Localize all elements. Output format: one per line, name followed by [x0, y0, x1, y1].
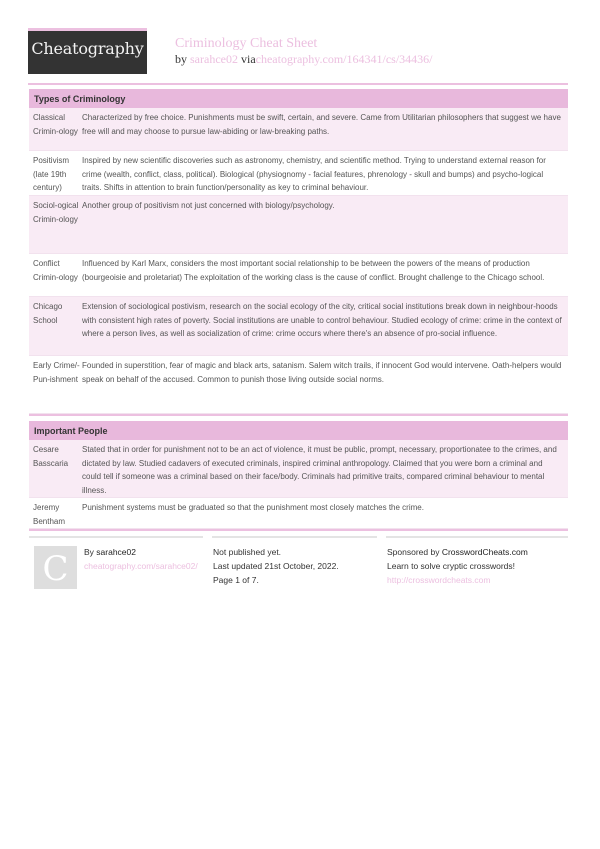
row-description: Inspired by new scientific discoveries such as astronomy, chemistry, and scientific method. Trying to understand external reason for crime (wealth, conflict, class, political). Biological (physiognomy - facial features, phrenology - skull and bumps) and psycho-logical traits. Shifts in attention to brain function/personality as key to criminal behaviour. — [82, 156, 546, 193]
title-block — [175, 36, 433, 67]
footer-author-name[interactable]: sarahce02 — [96, 547, 136, 557]
section-divider — [29, 414, 568, 416]
section-title: Important People — [29, 419, 568, 440]
sponsor-tagline: Learn to solve cryptic crosswords! — [387, 561, 516, 571]
row-term: Cesare Basscaria — [33, 445, 69, 468]
section-divider — [29, 529, 568, 531]
via-label: via — [240, 52, 256, 66]
row-description: Another group of positivism not just concerned with biology/psychology. — [82, 201, 335, 210]
table-row — [29, 254, 568, 297]
by-label: by — [175, 52, 187, 66]
author-profile-link[interactable]: cheatography.com/sarahce02/ — [84, 561, 198, 571]
table-row — [29, 196, 568, 254]
page-header — [28, 28, 568, 86]
row-term: Conflict Crimin-ology — [33, 259, 78, 282]
row-description: Punishment systems must be graduated so that the punishment most closely matches the crime. — [82, 503, 424, 512]
avatar[interactable] — [34, 546, 77, 589]
row-term: Classical Crimin-ology — [33, 113, 78, 136]
row-description: Characterized by free choice. Punishments must be swift, certain, and severe. Came from Utilitarian philosophers that suggest we have free will and may choose to pursue law-abiding or law-breaking paths. — [82, 113, 561, 136]
avatar-letter: C — [42, 549, 69, 589]
logo-text: Cheatography — [31, 39, 144, 58]
row-term: Chicago School — [33, 302, 63, 325]
sponsor-name[interactable]: CrosswordCheats.com — [441, 547, 528, 557]
section-important-people — [29, 419, 568, 531]
table-row — [29, 297, 568, 356]
sponsor-link[interactable]: http://crosswordcheats.com — [387, 575, 491, 585]
table-row — [29, 498, 568, 529]
table-row — [29, 108, 568, 151]
table-row — [29, 356, 568, 414]
row-description: Influenced by Karl Marx, considers the most important social relationship to be between the powers of the means of production (bourgeoisie and proletariat) The exploitation of the working class is the cause of conflict. Brought challenge to the Chicago school. — [82, 259, 545, 282]
sheet-title[interactable]: Criminology Cheat Sheet — [175, 36, 318, 51]
header-divider — [28, 83, 568, 85]
section-title: Types of Criminology — [29, 87, 568, 108]
row-description: Founded in superstition, fear of magic and black arts, satanism. Salem witch trails, if innocent God would intervene. Oath-helpers would speak on behalf of the accused. Common to punish those living outside social norms. — [82, 361, 562, 384]
row-description: Extension of sociological postivism, research on the social ecology of the city, critical social institutions break down in neighbour-hoods with consistent high rates of poverty. Social institutions are unable to control behaviour. Studied ecology of crime: crime in the context of where a person lives, as well as socialization of crime: crime occurs where there's an absence of pro-social influence. — [82, 302, 562, 339]
row-term: Jeremy Bentham — [33, 503, 66, 526]
sheet-url-link[interactable]: cheatography.com/164341/cs/34436/ — [255, 52, 433, 66]
by-label: By — [84, 547, 94, 557]
footer-status — [212, 536, 377, 596]
row-term: Early Crime/-Pun-ishment — [33, 361, 80, 384]
row-term: Sociol-ogical Crimin-ology — [33, 201, 79, 224]
publish-status: Not published yet. — [213, 547, 282, 557]
table-row — [29, 151, 568, 196]
page-number: Page 1 of 7. — [213, 575, 259, 585]
table-row — [29, 440, 568, 498]
row-description: Stated that in order for punishment not to be an act of violence, it must be public, prompt, necessary, proportionatee to the crimes, and dictated by law. Studied cadavers of executed criminals, inspired criminal anthropology. Claimed that you were born a criminal and could tell if someone was a criminal based on their face/body. Criminals had primitive traits, compared criminal behaviour to mental illness. — [82, 445, 557, 496]
footer-sponsor — [386, 536, 568, 596]
footer-author — [29, 536, 203, 596]
row-term: Positivism (late 19th century) — [33, 156, 70, 193]
sponsor-label: Sponsored by — [387, 547, 440, 557]
last-updated: Last updated 21st October, 2022. — [213, 561, 339, 571]
cheatography-logo[interactable] — [28, 28, 147, 74]
author-link[interactable]: sarahce02 — [190, 52, 238, 66]
section-types-of-criminology — [29, 87, 568, 416]
page-footer — [29, 536, 568, 596]
byline — [175, 52, 433, 67]
